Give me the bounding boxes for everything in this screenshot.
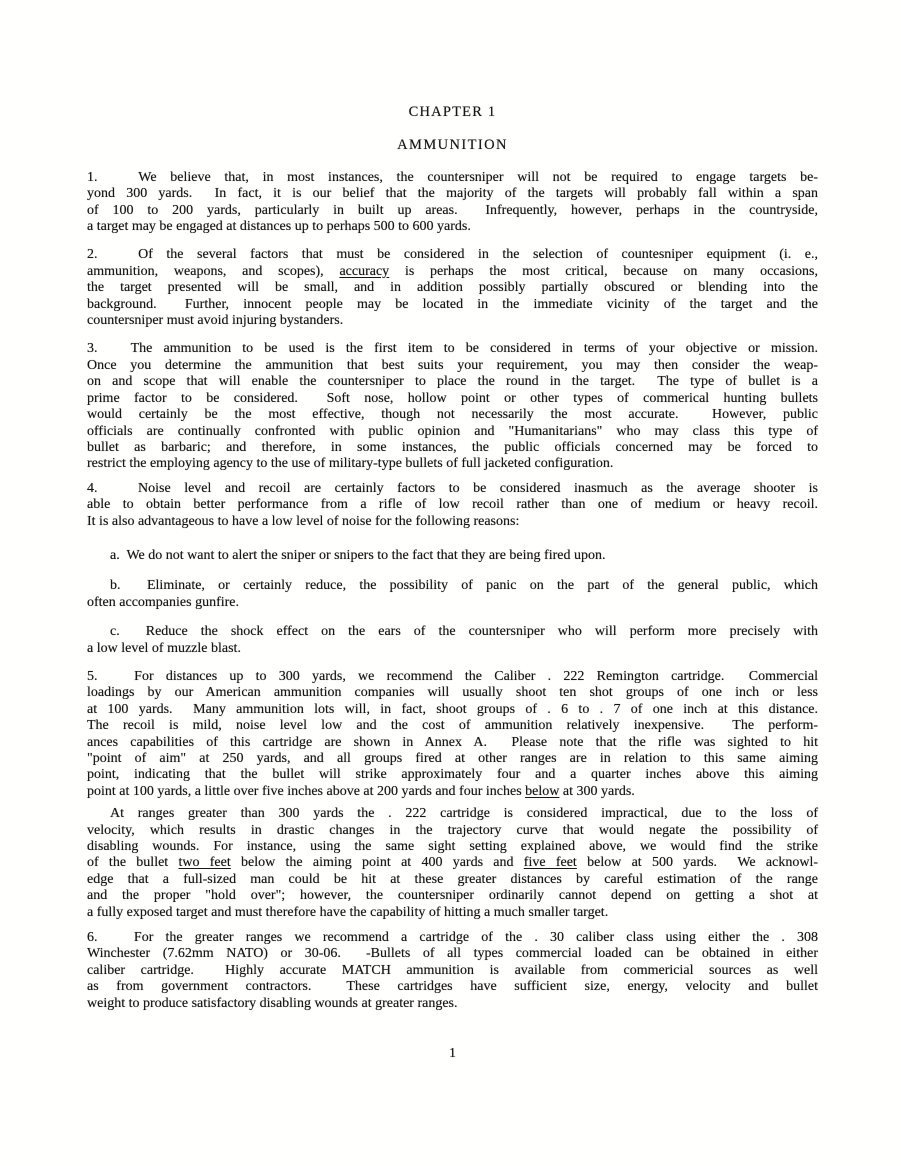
text-line: 5. For distances up to 300 yards, we recommend the Caliber . 222 Remington cartridge. Commercial [87, 668, 818, 684]
text-line: a fully exposed target and must therefore have the capability of hitting a much smaller target. [87, 904, 609, 920]
underlined-text: below [525, 783, 560, 799]
text-line: caliber cartridge. Highly accurate MATCH ammunition is available from commericial sources as well [87, 962, 818, 978]
underlined-text: two feet [178, 855, 231, 871]
text-line: restrict the employing agency to the use of military-type bullets of full jacketed configuration. [87, 456, 614, 472]
text-line: often accompanies gunfire. [87, 594, 239, 610]
paragraph [87, 930, 818, 1012]
paragraph [87, 247, 818, 329]
paragraph [87, 481, 818, 530]
text-line: 1. We believe that, in most instances, the countersniper will not be required to engage targets be- [87, 169, 818, 185]
text-line: as from government contractors. These cartridges have sufficient size, energy, velocity and bullet [87, 979, 818, 995]
text-line: a low level of muzzle blast. [87, 640, 241, 656]
text-line: background. Further, innocent people may be located in the immediate vicinity of the target and the [87, 296, 818, 312]
text-line: Once you determine the ammunition that best suits your requirement, you may then consider the weap- [87, 357, 818, 373]
text-line: the target presented will be small, and in addition possibly partially obscured or blending into the [87, 280, 818, 296]
page-number: 1 [449, 1046, 456, 1061]
paragraph [87, 341, 818, 472]
text-line: would certainly be the most effective, though not necessarily the most accurate. However, public [87, 407, 818, 423]
text-line: "point of aim" at 250 yards, and all groups fired at other ranges are in relation to this same aiming [87, 751, 818, 766]
text-line: point at 100 yards, a little over five inches above at 200 yards and four inches below at 300 yards. [87, 783, 635, 799]
text-line: of the bullet two feet below the aiming point at 400 yards and five feet below at 500 yards. We acknowl- [87, 855, 819, 871]
text-line: The recoil is mild, noise level low and the cost of ammunition relatively inexpensive. The perform- [87, 718, 818, 734]
document-body [87, 170, 818, 1012]
text-line: on and scope that will enable the countersniper to place the round in the target. The type of bullet is a [87, 374, 818, 390]
text-line: 4. Noise level and recoil are certainly factors to be considered inasmuch as the average shooter is [87, 480, 818, 496]
document-content [87, 0, 818, 1012]
text-line: disabling wounds. For instance, using the same sight setting explained above, we would find the strike [87, 839, 818, 855]
text-line: loadings by our American ammunition companies will usually shoot ten shot groups of one inch or less [87, 685, 818, 701]
underlined-text: accuracy [339, 263, 390, 279]
text-line: ammunition, weapons, and scopes), accuracy is perhaps the most critical, because on many occasions, [87, 263, 818, 279]
text-line: officials are continually confronted with public opinion and "Humanitarians" who may class this type of [87, 423, 818, 439]
paragraph [87, 548, 818, 564]
paragraph [87, 578, 818, 611]
text-line: velocity, which results in drastic changes in the trajectory curve that would negate the possibility of [87, 822, 818, 838]
text-line: weight to produce satisfactory disabling wounds at greater ranges. [87, 995, 458, 1011]
text-line: a. We do not want to alert the sniper or snipers to the fact that they are being fired upon. [110, 547, 606, 563]
text-line: bullet as barbaric; and therefore, in some instances, the public officials concerned may be forced to [87, 439, 818, 455]
text-line: of 100 to 200 yards, particularly in built up areas. Infrequently, however, perhaps in the countryside, [87, 202, 818, 218]
text-line: countersniper must avoid injuring bystanders. [87, 313, 344, 329]
text-line: ances capabilities of this cartridge are shown in Annex A. Please note that the rifle was sighted to hit [87, 734, 818, 750]
text-line: point, indicating that the bullet will strike approximately four and a quarter inches above this aiming [87, 767, 818, 783]
section-title: AMMUNITION [397, 137, 508, 154]
text-line: at 100 yards. Many ammunition lots will, in fact, shoot groups of . 6 to . 7 of one inch at this distance. [87, 701, 818, 717]
text-line: edge that a full-sized man could be hit at these greater distances by careful estimation of the range [87, 871, 818, 887]
underlined-text: five feet [523, 855, 577, 871]
text-line: c. Reduce the shock effect on the ears of the countersniper who will perform more precisely with [110, 624, 818, 640]
text-line: b. Eliminate, or certainly reduce, the possibility of panic on the part of the general public, which [110, 578, 818, 594]
text-line: yond 300 yards. In fact, it is our belief that the majority of the targets will probably fall within a span [87, 186, 818, 202]
text-line: prime factor to be considered. Soft nose, hollow point or other types of commerical hunting bullets [87, 390, 818, 406]
text-line: able to obtain better performance from a rifle of low recoil rather than one of medium or heavy recoil. [87, 497, 818, 513]
paragraph [87, 170, 818, 236]
chapter-title: CHAPTER 1 [408, 104, 497, 120]
paragraph [87, 806, 818, 921]
text-line: and the proper "hold over"; however, the countersniper ordinarily cannot depend on getting a shot at [87, 888, 818, 904]
text-line: 3. The ammunition to be used is the first item to be considered in terms of your objective or mission. [87, 341, 818, 357]
text-line: At ranges greater than 300 yards the . 222 cartridge is considered impractical, due to the loss of [110, 806, 818, 822]
paragraph [87, 669, 818, 800]
paragraph [87, 624, 818, 657]
text-line: Winchester (7.62mm NATO) or 30-06. -Bullets of all types commercial loaded can be obtained in either [87, 946, 818, 962]
text-line: a target may be engaged at distances up to perhaps 500 to 600 yards. [87, 219, 471, 235]
text-line: 6. For the greater ranges we recommend a cartridge of the . 30 caliber class using either the . 308 [87, 930, 818, 946]
text-line: 2. Of the several factors that must be considered in the selection of countesniper equipment (i. e., [87, 247, 818, 263]
text-line: It is also advantageous to have a low level of noise for the following reasons: [87, 513, 520, 529]
